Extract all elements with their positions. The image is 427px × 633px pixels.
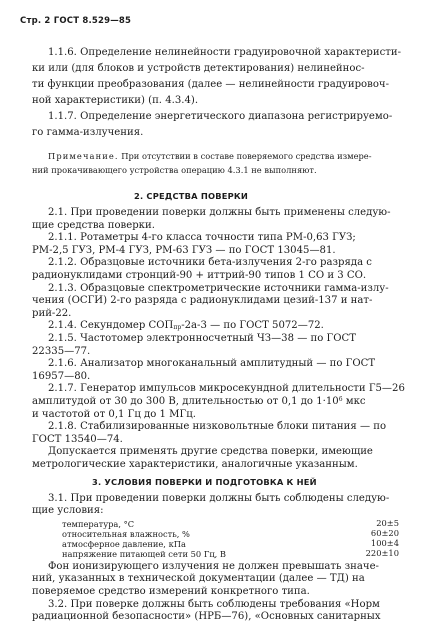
- paragraph-2-1-1-line-2: РМ-2,5 ГУЗ, РМ-4 ГУЗ, РМ-63 ГУЗ — по ГОСТ 13045—81.: [32, 244, 336, 256]
- page-header: Стр. 2 ГОСТ 8.529—85: [20, 16, 132, 26]
- paragraph-1-1-6-line-4: ной характеристики) (п. 4.3.4).: [32, 95, 199, 106]
- paragraph-2-1-7-line-3: и частотой от 0,1 Гц до 1 МГц.: [32, 408, 196, 420]
- paragraph-2-1-4-subscript: пр: [173, 324, 182, 332]
- paragraph-2-1-7-superscript: 6: [338, 396, 343, 403]
- paragraph-1-1-7-line-2: го гамма-излучения.: [32, 127, 144, 138]
- section-2-heading: 2. СРЕДСТВА ПОВЕРКИ: [134, 191, 249, 201]
- paragraph-1-1-7-line-1: 1.1.7. Определение энергетического диапазона регистрируемо-: [48, 111, 393, 122]
- condition-value: 60±20: [370, 527, 399, 538]
- paragraph-2-1-6-line-1: 2.1.6. Анализатор многоканальный амплитудный — по ГОСТ: [48, 358, 376, 370]
- note-text: При отсутствии в составе поверяемого средства измере-: [121, 151, 372, 161]
- paragraph-2-1-7-text-b: мкс: [342, 396, 366, 407]
- section-3-heading: 3. УСЛОВИЯ ПОВЕРКИ И ПОДГОТОВКА К НЕЙ: [92, 476, 317, 487]
- condition-value: 20±5: [376, 517, 399, 528]
- paragraph-2-1-7-line-1: 2.1.7. Генератор импульсов микросекундной длительности Г5—26: [48, 383, 405, 395]
- paragraph-2-1-2-line-2: радионуклидами стронций-90 + иттрий-90 типов 1 СО и 3 СО.: [32, 270, 367, 281]
- paragraph-2-1-3-line-1: 2.1.3. Образцовые спектрометрические источники гамма-излу-: [48, 282, 389, 294]
- condition-label: атмосферное давление, кПа: [62, 538, 186, 549]
- paragraph-1-1-6-line-3: ти функции преобразования (далее — нелинейности градуировоч-: [32, 79, 389, 90]
- paragraph-1-1-6-line-1: 1.1.6. Определение нелинейности градуировочной характеристи-: [48, 47, 401, 58]
- paragraph-3-2-line-1: 3.2. При поверке должны быть соблюдены требования «Норм: [48, 598, 380, 610]
- paragraph-1-1-6-line-2: ки или (для блоков и устройств детектирования) нелинейнос-: [32, 63, 365, 74]
- note-line-2: ний прокачивающего устройства операцию 4.3.1 не выполняют.: [32, 165, 317, 175]
- paragraph-background-line-1: Фон ионизирующего излучения не должен превышать значе-: [48, 560, 379, 572]
- paragraph-allowed-line-1: Допускается применять другие средства поверки, имеющие: [48, 446, 373, 458]
- note-label: Примечание.: [48, 151, 119, 161]
- paragraph-2-1-4-text-a: 2.1.4. Секундомер СОП: [48, 320, 174, 332]
- paragraph-2-1-line-2: щие средства поверки.: [32, 219, 155, 231]
- paragraph-3-2-line-2: радиационной безопасности» (НРБ—76), «Основных санитарных: [32, 611, 381, 623]
- paragraph-2-1-line-1: 2.1. При проведении поверки должны быть применены следую-: [48, 207, 391, 218]
- paragraph-3-1-line-2: щие условия:: [32, 505, 104, 517]
- condition-value: 100±4: [370, 537, 399, 548]
- paragraph-2-1-4-text-b: -2а-3 — по ГОСТ 5072—72.: [181, 320, 324, 332]
- paragraph-2-1-7-line-2: [32, 396, 366, 408]
- note-line-1: [48, 150, 372, 162]
- paragraph-background-line-2: ний, указанных в технической документации (далее — ТД) на: [32, 573, 365, 585]
- paragraph-allowed-line-2: метрологические характеристики, аналогичные указанным.: [32, 459, 358, 470]
- condition-label: относительная влажность, %: [62, 528, 190, 539]
- paragraph-2-1-5-line-1: 2.1.5. Частотомер электронносчетный ЧЗ—38 — по ГОСТ: [48, 333, 356, 344]
- paragraph-2-1-2-line-1: 2.1.2. Образцовые источники бета-излучения 2-го разряда с: [48, 257, 372, 269]
- paragraph-background-line-3: поверяемое средство измерений конкретного типа.: [32, 586, 310, 597]
- condition-value: 220±10: [365, 547, 399, 558]
- condition-label: температура, °С: [62, 518, 135, 529]
- paragraph-2-1-7-text-a: амплитудой от 30 до 300 В, длительностью от 0,1 до 1·10: [32, 396, 339, 407]
- paragraph-2-1-1-line-1: 2.1.1. Ротаметры 4-го класса точности типа РМ-0,63 ГУЗ;: [48, 232, 356, 244]
- paragraph-2-1-4: [48, 320, 324, 332]
- paragraph-2-1-3-line-2: чения (ОСГИ) 2-го разряда с радионуклидами цезий-137 и нат-: [32, 295, 373, 307]
- paragraph-3-1-line-1: 3.1. При проведении поверки должны быть соблюдены следую-: [48, 492, 390, 504]
- paragraph-2-1-8-line-2: ГОСТ 13540—74.: [32, 433, 123, 445]
- paragraph-2-1-6-line-2: 16957—80.: [32, 370, 91, 382]
- paragraph-2-1-3-line-3: рий-22.: [32, 307, 72, 319]
- paragraph-2-1-5-line-2: 22335—77.: [32, 345, 91, 357]
- condition-label: напряжение питающей сети 50 Гц, В: [62, 548, 227, 559]
- paragraph-2-1-8-line-1: 2.1.8. Стабилизированные низковольтные блоки питания — по: [48, 421, 387, 433]
